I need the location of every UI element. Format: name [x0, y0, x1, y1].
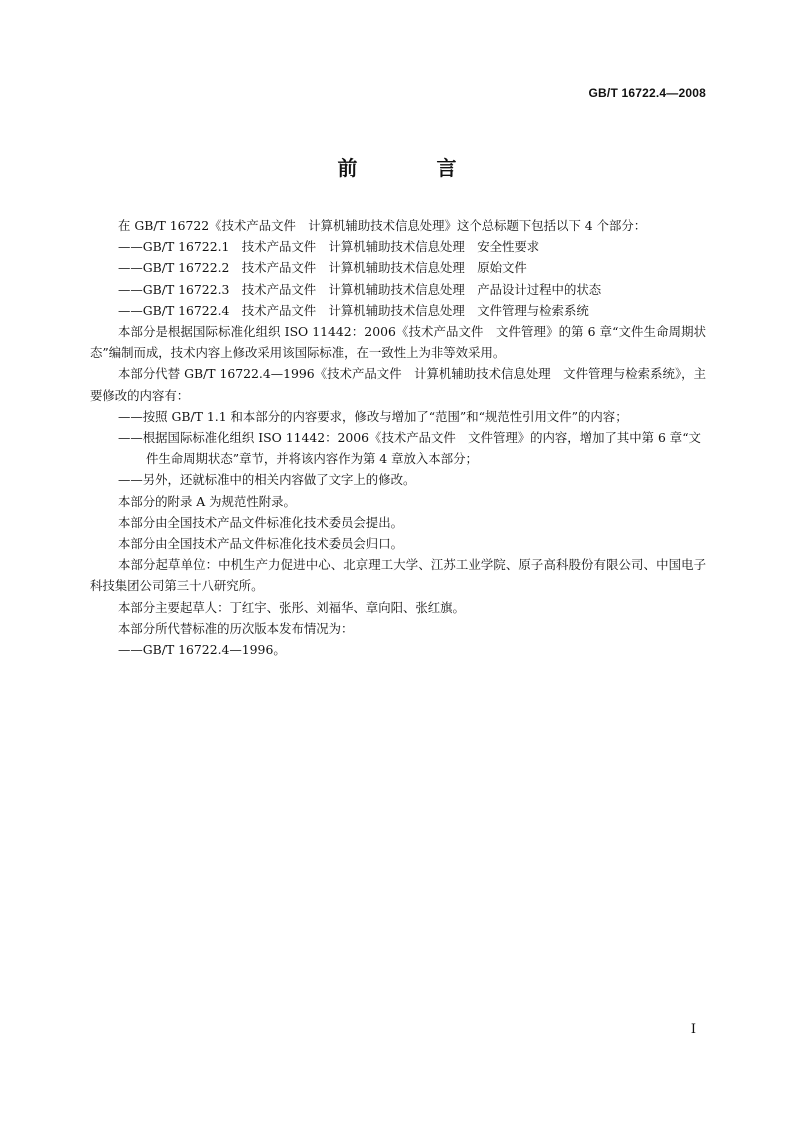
- change-item-2: ——根据国际标准化组织 ISO 11442：2006《技术产品文件 文件管理》的内容，增加了其中第 6 章“文件生命周期状态”章节，并将该内容作为第 4 章放入本部分；: [118, 430, 701, 467]
- list-item-part-2: ——GB/T 16722.2 技术产品文件 计算机辅助技术信息处理 原始文件: [118, 260, 527, 276]
- drafting-units-paragraph: 本部分起草单位：中机生产力促进中心、北京理工大学、江苏工业学院、原子高科股份有限公司、中国电子科技集团公司第三十八研究所。: [90, 557, 706, 594]
- proposer-paragraph: 本部分由全国技术产品文件标准化技术委员会提出。: [118, 514, 403, 530]
- change-item-3: ——另外，还就标准中的相关内容做了文字上的修改。: [118, 472, 416, 488]
- intro-paragraph: 在 GB/T 16722《技术产品文件 计算机辅助技术信息处理》这个总标题下包括以下 4 个部分：: [118, 218, 647, 233]
- standard-code: GB/T 16722.4—2008: [588, 86, 706, 100]
- basis-paragraph: 本部分是根据国际标准化组织 ISO 11442：2006《技术产品文件 文件管理》的第 6 章“文件生命周期状态”编制而成，技术内容上修改采用该国际标准，在一致性上为非等效采用。: [90, 324, 706, 361]
- change-item-1: ——按照 GB/T 1.1 和本部分的内容要求，修改与增加了“范围”和“规范性引用文件”的内容；: [118, 408, 628, 424]
- history-paragraph: 本部分所代替标准的历次版本发布情况为：: [118, 620, 354, 636]
- list-item-part-1: ——GB/T 16722.1 技术产品文件 计算机辅助技术信息处理 安全性要求: [118, 239, 540, 255]
- list-item-part-4: ——GB/T 16722.4 技术产品文件 计算机辅助技术信息处理 文件管理与检索系统: [118, 302, 589, 318]
- drafters-paragraph: 本部分主要起草人：丁红宇、张彤、刘福华、章向阳、张红旗。: [118, 599, 465, 615]
- history-item: ——GB/T 16722.4—1996。: [118, 642, 286, 658]
- page-number: I: [690, 1022, 696, 1037]
- custodian-paragraph: 本部分由全国技术产品文件标准化技术委员会归口。: [118, 536, 403, 552]
- annex-paragraph: 本部分的附录 A 为规范性附录。: [118, 493, 296, 509]
- page-title: 前 言: [337, 156, 493, 180]
- document-body: [90, 215, 706, 660]
- replacement-paragraph: 本部分代替 GB/T 16722.4—1996《技术产品文件 计算机辅助技术信息处理 文件管理与检索系统》，主要修改的内容有：: [90, 366, 706, 403]
- list-item-part-3: ——GB/T 16722.3 技术产品文件 计算机辅助技术信息处理 产品设计过程中的状态: [118, 281, 602, 297]
